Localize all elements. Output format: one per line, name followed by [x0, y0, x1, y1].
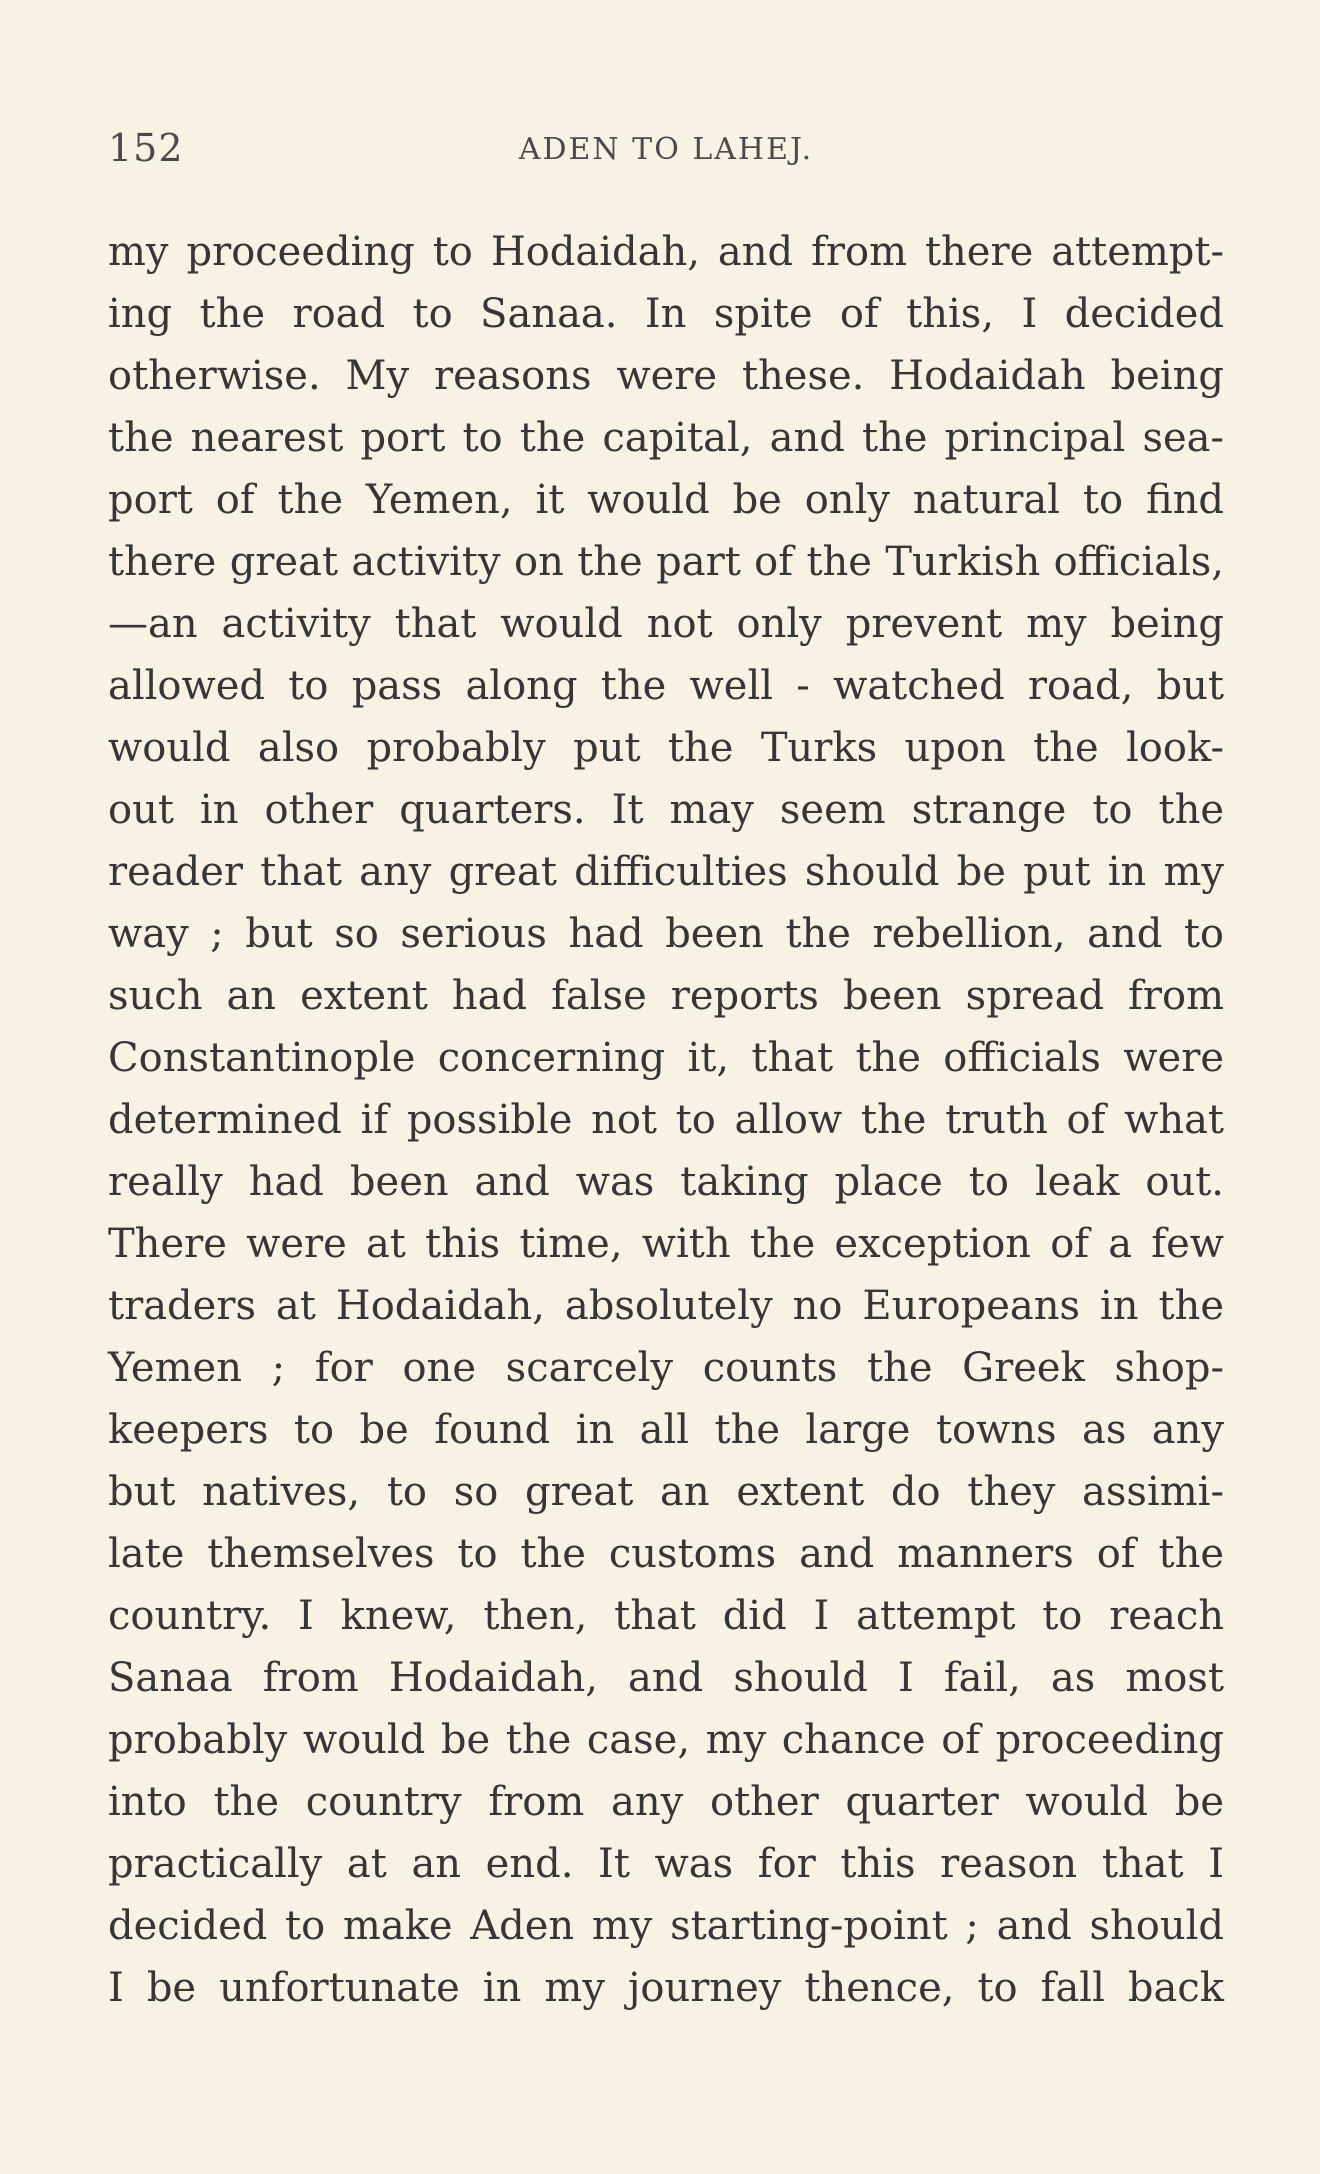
text-line: would also probably put the Turks upon the look- [108, 725, 1224, 771]
text-line: I be unfortunate in my journey thence, to fall back [108, 1965, 1224, 2011]
page-number: 152 [108, 126, 184, 170]
body-text [108, 221, 1224, 2019]
text-line: Constantinople concerning it, that the officials were [108, 1035, 1224, 1081]
text-line: —an activity that would not only prevent my being [108, 601, 1224, 647]
text-line: but natives, to so great an extent do they assimi- [108, 1469, 1224, 1515]
text-line: allowed to pass along the well - watched road, but [108, 663, 1224, 709]
text-line: into the country from any other quarter would be [108, 1779, 1224, 1825]
text-line: there great activity on the part of the Turkish officials, [108, 539, 1224, 585]
text-line: the nearest port to the capital, and the principal sea- [108, 415, 1224, 461]
text-line: keepers to be found in all the large towns as any [108, 1407, 1224, 1453]
text-line: reader that any great difficulties should be put in my [108, 849, 1224, 895]
text-line: otherwise. My reasons were these. Hodaidah being [108, 353, 1224, 399]
text-line: port of the Yemen, it would be only natural to find [108, 477, 1224, 523]
running-title: ADEN TO LAHEJ. [518, 132, 814, 167]
text-line: decided to make Aden my starting-point ; and should [108, 1903, 1224, 1949]
text-line: determined if possible not to allow the truth of what [108, 1097, 1224, 1143]
text-line: late themselves to the customs and manners of the [108, 1531, 1224, 1577]
running-head [108, 126, 1224, 176]
text-line: traders at Hodaidah, absolutely no Europeans in the [108, 1283, 1224, 1329]
text-line: Sanaa from Hodaidah, and should I fail, as most [108, 1655, 1224, 1701]
text-line: There were at this time, with the exception of a few [108, 1221, 1224, 1267]
text-line: Yemen ; for one scarcely counts the Greek shop- [108, 1345, 1224, 1391]
text-line: probably would be the case, my chance of proceeding [108, 1717, 1224, 1763]
text-line: out in other quarters. It may seem strange to the [108, 787, 1224, 833]
text-line: ing the road to Sanaa. In spite of this, I decided [108, 291, 1224, 337]
text-line: practically at an end. It was for this reason that I [108, 1841, 1224, 1887]
text-line: my proceeding to Hodaidah, and from there attempt- [108, 229, 1224, 275]
text-line: really had been and was taking place to leak out. [108, 1159, 1224, 1205]
text-line: such an extent had false reports been spread from [108, 973, 1224, 1019]
text-line: way ; but so serious had been the rebellion, and to [108, 911, 1224, 957]
text-line: country. I knew, then, that did I attempt to reach [108, 1593, 1224, 1639]
